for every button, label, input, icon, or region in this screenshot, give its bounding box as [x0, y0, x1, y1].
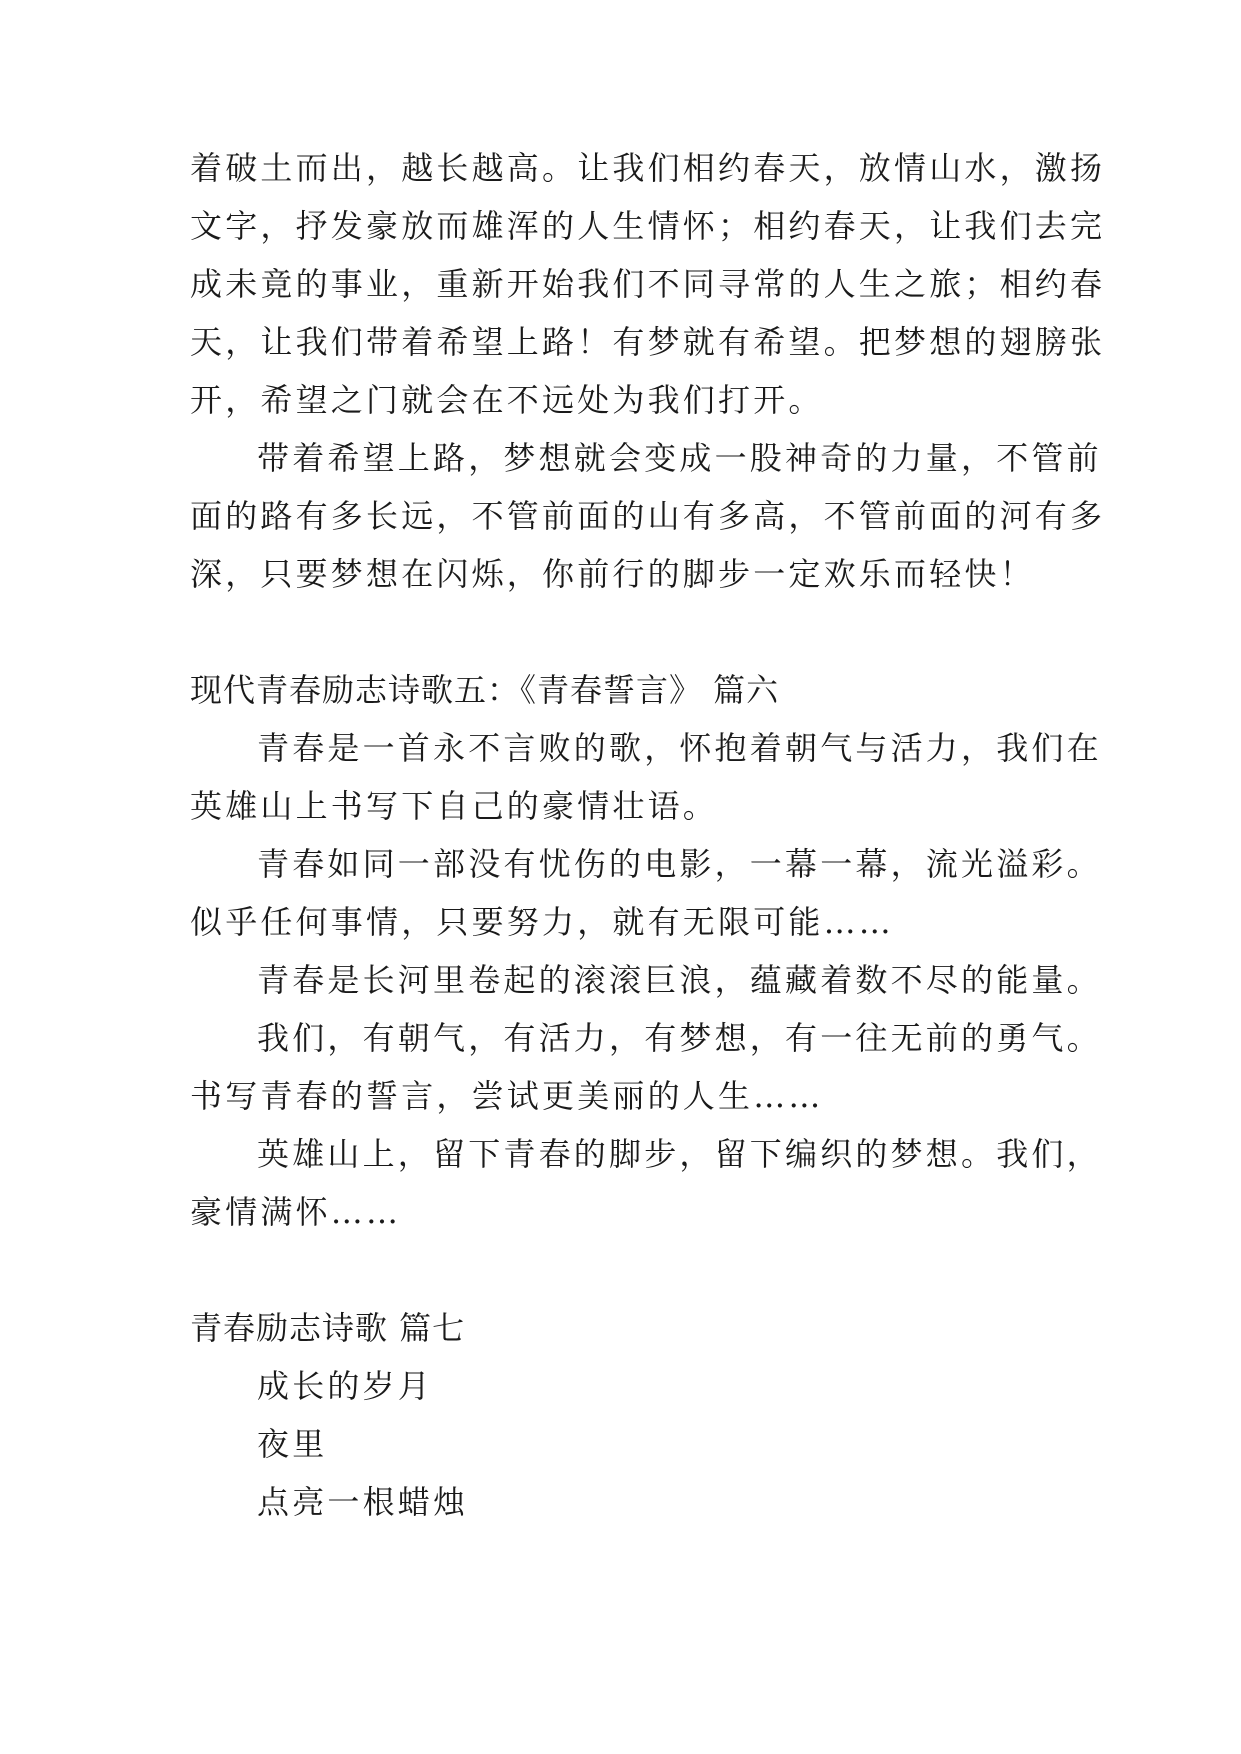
- paragraph-line: 天，让我们带着希望上路！有梦就有希望。把梦想的翅膀张: [190, 323, 1106, 361]
- poem-line: 成长的岁月: [257, 1367, 434, 1405]
- paragraph-line: 我们，有朝气，有活力，有梦想，有一往无前的勇气。: [257, 1019, 1102, 1057]
- section-heading: 青春励志诗歌 篇七: [190, 1309, 466, 1347]
- poem-line: 点亮一根蜡烛: [257, 1483, 469, 1521]
- paragraph-line: 着破土而出，越长越高。让我们相约春天，放情山水，激扬: [190, 149, 1106, 187]
- paragraph-line: 英雄山上书写下自己的豪情壮语。: [190, 787, 719, 825]
- poem-line: 夜里: [257, 1425, 328, 1463]
- paragraph-line: 深，只要梦想在闪烁，你前行的脚步一定欢乐而轻快！: [190, 555, 1035, 593]
- paragraph-line: 成未竟的事业，重新开始我们不同寻常的人生之旅；相约春: [190, 265, 1106, 303]
- paragraph-line: 青春是长河里卷起的滚滚巨浪，蕴藏着数不尽的能量。: [257, 961, 1102, 999]
- section-heading: 现代青春励志诗歌五：《青春誓言》 篇六: [190, 671, 780, 709]
- paragraph-line: 青春是一首永不言败的歌，怀抱着朝气与活力，我们在: [257, 729, 1102, 767]
- paragraph-line: 豪情满怀……: [190, 1193, 402, 1231]
- paragraph-line: 开，希望之门就会在不远处为我们打开。: [190, 381, 824, 419]
- paragraph-line: 带着希望上路，梦想就会变成一股神奇的力量，不管前: [257, 439, 1102, 477]
- paragraph-line: 文字，抒发豪放而雄浑的人生情怀；相约春天，让我们去完: [190, 207, 1106, 245]
- paragraph-line: 似乎任何事情，只要努力，就有无限可能……: [190, 903, 895, 941]
- paragraph-line: 书写青春的誓言，尝试更美丽的人生……: [190, 1077, 824, 1115]
- paragraph-line: 英雄山上，留下青春的脚步，留下编织的梦想。我们，: [257, 1135, 1102, 1173]
- paragraph-line: 青春如同一部没有忧伤的电影，一幕一幕，流光溢彩。: [257, 845, 1102, 883]
- paragraph-line: 面的路有多长远，不管前面的山有多高，不管前面的河有多: [190, 497, 1106, 535]
